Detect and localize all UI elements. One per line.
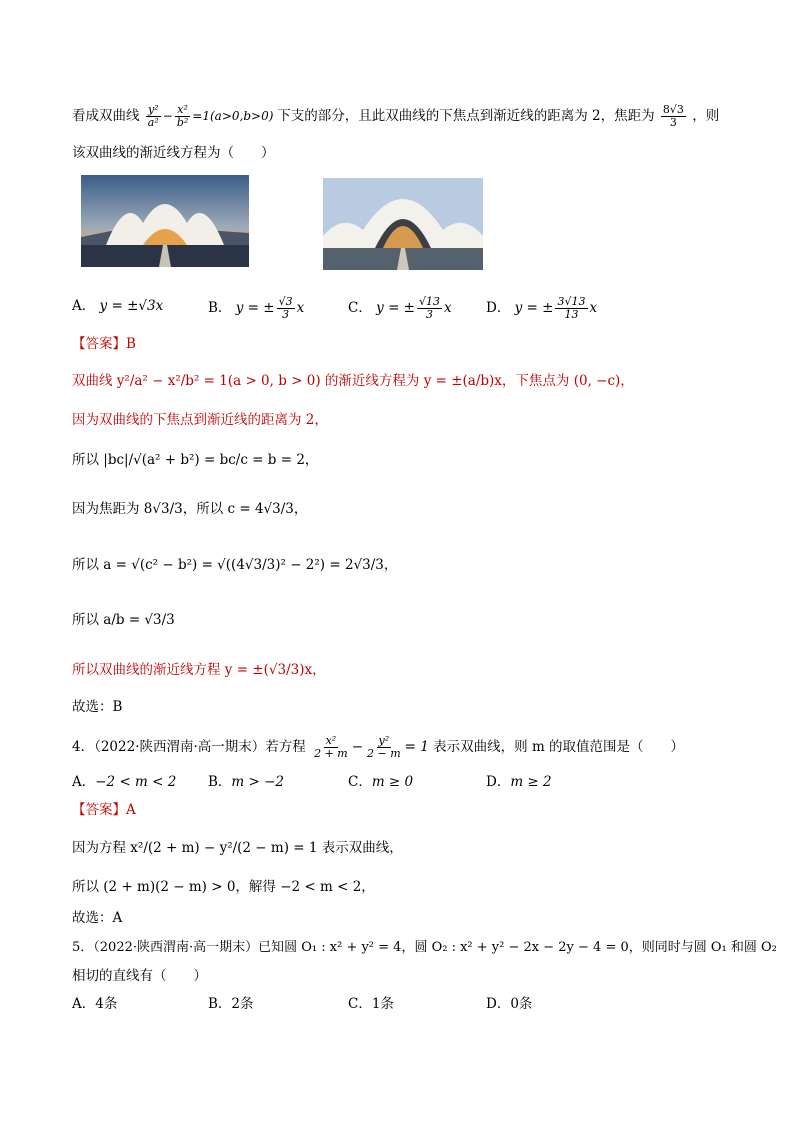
- q3-solution-line1: 双曲线 y²/a² − x²/b² = 1(a > 0, b > 0) 的渐近线方程为 y = ±(a/b)x，下焦点为 (0, −c)，: [72, 373, 634, 389]
- q4-stem: 4．（2022·陕西渭南·高一期末）若方程 $\frac{\text{x²}}{2 + m}$ − $\frac{\text{y²}}{2 - m}$ = 1 表示双曲线，则 m 的取值范围是（ ）: [72, 734, 685, 760]
- q3-solution-line4: 因为焦距为 8√3/3，所以 c = 4√3/3，: [72, 501, 308, 517]
- photo-building-sunset: [81, 175, 249, 267]
- q4-option-b[interactable]: B．m > −2: [208, 774, 285, 790]
- q3-option-c[interactable]: C． y = ± $\frac{√13}{3}$ x: [348, 295, 452, 321]
- q3-solution-line3: 所以 |bc|/√(a² + b²) = bc/c = b = 2，: [72, 452, 319, 468]
- q5-options: [72, 994, 712, 1016]
- q3-solution-line6: 所以 a/b = √3/3: [72, 612, 175, 628]
- q4-solution-line2: 所以 (2 + m)(2 − m) > 0，解得 −2 < m < 2，: [72, 879, 375, 895]
- q3-solution-line7: 所以双曲线的渐近线方程 y = ±(√3/3)x，: [72, 662, 326, 678]
- q3-option-b[interactable]: B． y = ± $\frac{√3}{3}$ x: [208, 295, 305, 321]
- q5-option-c[interactable]: C．1条: [348, 996, 394, 1012]
- q3-options: [72, 296, 712, 320]
- q3-stem-text3: ，则: [692, 108, 720, 124]
- q3-option-a[interactable]: A． y = ±√3x: [72, 298, 164, 314]
- q5-option-b[interactable]: B．2条: [208, 996, 254, 1012]
- q4-solution-line1: 因为方程 x²/(2 + m) − y²/(2 − m) = 1 表示双曲线，: [72, 840, 403, 856]
- q4-solution-line3: 故选：A: [72, 910, 123, 926]
- q4-option-a[interactable]: A．−2 < m < 2: [72, 774, 177, 790]
- q3-stem-equation: $\frac{\text{y²}}{\text{a²}}$ − $\frac{\text{x²}}{\text{b²}}$ =1(a>0,b>0): [147, 103, 278, 129]
- q3-stem-line2: 该双曲线的渐近线方程为（ ）: [72, 145, 275, 161]
- q3-stem-text2: 下支的部分，且此双曲线的下焦点到渐近线的距离为 2，焦距为: [277, 108, 655, 124]
- q5-option-d[interactable]: D．0条: [486, 996, 533, 1012]
- q4-options: [72, 772, 712, 794]
- q3-stem-line1: [72, 104, 719, 129]
- q4-option-d[interactable]: D．m ≥ 2: [486, 774, 552, 790]
- photo-building-day: [323, 178, 483, 270]
- q3-option-d[interactable]: D． y = ± $\frac{3√13}{13}$ x: [486, 295, 598, 321]
- q4-answer-tag: 【答案】A: [72, 802, 136, 818]
- q3-solution-line5: 所以 a = √(c² − b²) = √((4√3/3)² − 2²) = 2√3/3，: [72, 557, 398, 573]
- q5-stem-line1: 5．（2022·陕西渭南·高一期末）已知圆 O₁ : x² + y² = 4，圆 O₂ : x² + y² − 2x − 2y − 4 = 0，则同时与圆 O₁ 和圆 O₂: [72, 940, 777, 955]
- q4-option-c[interactable]: C．m ≥ 0: [348, 774, 414, 790]
- q3-solution-line8: 故选：B: [72, 699, 123, 715]
- q5-stem-line2: 相切的直线有（ ）: [72, 968, 207, 984]
- q3-stem-focal: $\frac{8√3}{3}$: [662, 103, 684, 129]
- q4-stem-equation: $\frac{\text{x²}}{2 + m}$ − $\frac{\text{y²}}{2 - m}$ = 1: [314, 734, 434, 760]
- q5-option-a[interactable]: A．4条: [72, 996, 118, 1012]
- q3-answer-tag: 【答案】B: [72, 336, 136, 352]
- q3-solution-line2: 因为双曲线的下焦点到渐近线的距离为 2，: [72, 412, 328, 428]
- q3-stem-text1: 看成双曲线: [72, 108, 140, 124]
